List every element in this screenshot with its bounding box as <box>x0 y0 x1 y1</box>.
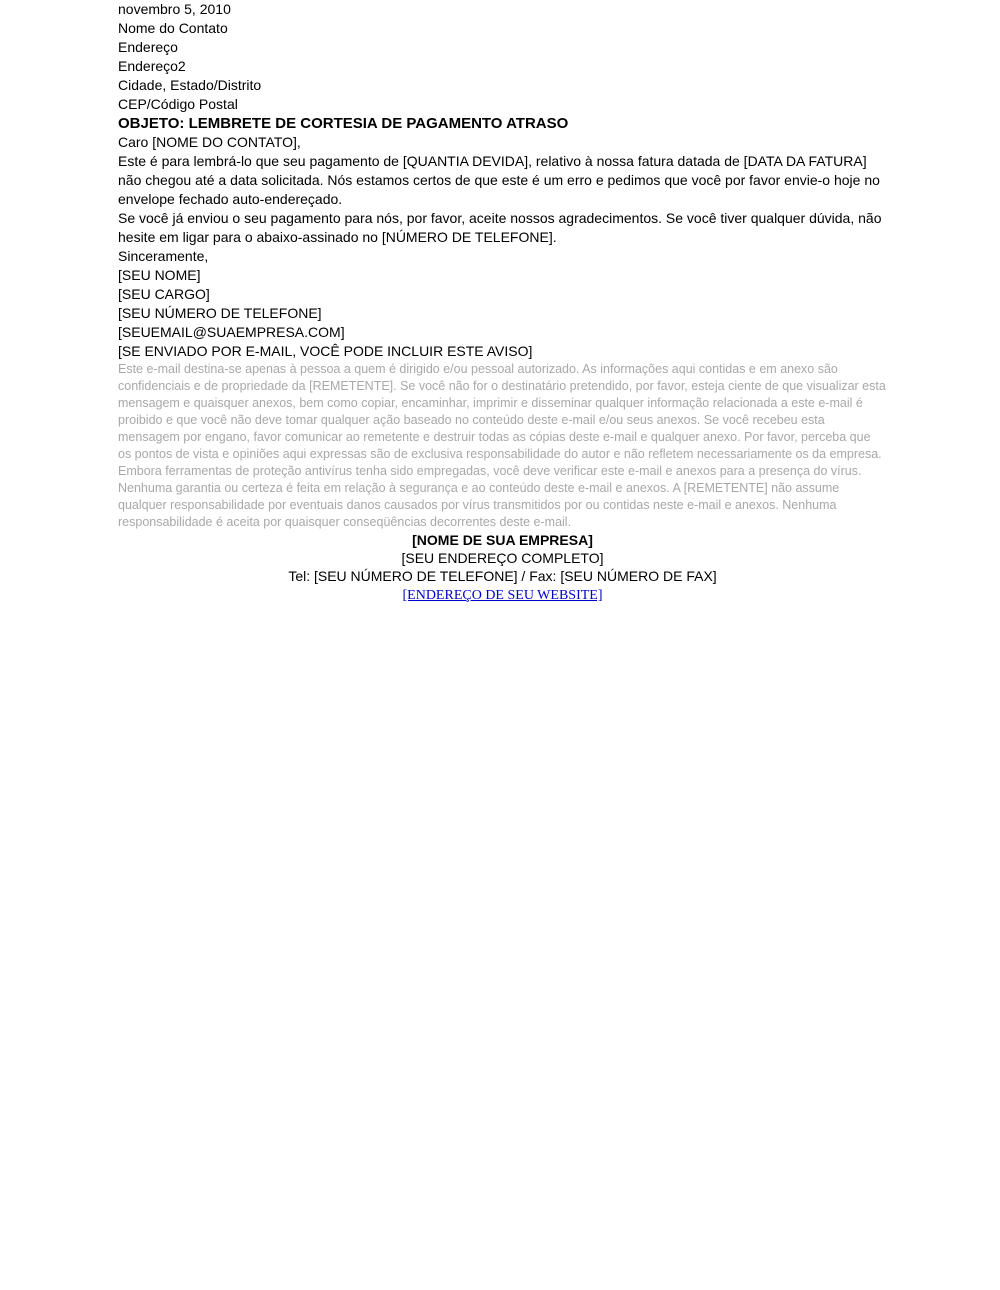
footer-company-address: [SEU ENDEREÇO COMPLETO] <box>401 550 604 566</box>
recipient-block <box>118 19 887 114</box>
signature-block <box>118 266 887 342</box>
footer-company-name: [NOME DE SUA EMPRESA] <box>412 532 593 548</box>
email-notice-title: [SE ENVIADO POR E-MAIL, VOCÊ PODE INCLUIR ESTE AVISO] <box>118 343 533 359</box>
sender-email: [SEUEMAIL@SUAEMPRESA.COM] <box>118 324 345 340</box>
recipient-address-1: Endereço <box>118 39 178 55</box>
website-link[interactable]: [ENDEREÇO DE SEU WEBSITE] <box>402 588 603 603</box>
sender-phone: [SEU NÚMERO DE TELEFONE] <box>118 305 322 321</box>
recipient-postal-code: CEP/Código Postal <box>118 96 238 112</box>
letter-content <box>118 0 887 605</box>
body-paragraph-2: Se você já enviou o seu pagamento para nós, por favor, aceite nossos agradecimentos. Se você tiver qualquer dúvida, não hesite em ligar para o abaixo-assinado no [NÚMERO DE TELEFONE]. <box>118 210 882 245</box>
subject-line: OBJETO: LEMBRETE DE CORTESIA DE PAGAMENTO ATRASO <box>118 115 569 132</box>
closing-salutation: Sinceramente, <box>118 248 209 264</box>
body-paragraph-1: Este é para lembrá-lo que seu pagamento de [QUANTIA DEVIDA], relativo à nossa fatura datada de [DATA DA FATURA] não chegou até a data solicitada. Nós estamos certos de que este é um erro e pedimos que você por favor envie-o hoje no envelope fechado auto-endereçado. <box>118 153 880 207</box>
sender-title: [SEU CARGO] <box>118 286 210 302</box>
sender-name: [SEU NOME] <box>118 267 201 283</box>
footer-website-row <box>118 585 887 605</box>
footer-tel-fax: Tel: [SEU NÚMERO DE TELEFONE] / Fax: [SEU NÚMERO DE FAX] <box>288 568 717 584</box>
recipient-address-2: Endereço2 <box>118 58 186 74</box>
recipient-name: Nome do Contato <box>118 20 228 36</box>
email-disclaimer: Este e-mail destina-se apenas à pessoa a quem é dirigido e/ou pessoal autorizado. As informações aqui contidas e em anexo são confidenciais e de propriedade da [REMETENTE]. Se você não for o destinatário pretendido, por favor, esteja ciente de que visualizar esta mensagem e quaisquer anexos, bem como copiar, encaminhar, imprimir e disseminar qualquer informação relacionada a este e-mail é proibido e que você não deve tomar qualquer ação baseado no conteúdo deste e-mail e/ou seus anexos. Se você recebeu esta mensagem por engano, favor comunicar ao remetente e destruir todas as cópias deste e-mail e qualquer anexo. Por favor, perceba que os pontos de vista e opiniões aqui expressas são de exclusiva responsabilidade do autor e não refletem necessariamente os da empresa. Embora ferramentas de proteção antivírus tenha sido empregadas, você deve verificar este e-mail e anexos para a presença do vírus. Nenhuma garantia ou certeza é feita em relação à segurança e ao conteúdo deste e-mail e anexos. A [REMETENTE] não assume qualquer responsabilidade por eventuais danos causados por vírus transmitidos por ou contidas neste e-mail e anexos. Nenhuma responsabilidade é aceita por quaisquer conseqüências decorrentes deste e-mail. <box>118 362 886 529</box>
letter-footer <box>118 531 887 605</box>
letter-date: novembro 5, 2010 <box>118 1 231 17</box>
recipient-city-state: Cidade, Estado/Distrito <box>118 77 262 93</box>
greeting: Caro [NOME DO CONTATO], <box>118 134 301 150</box>
